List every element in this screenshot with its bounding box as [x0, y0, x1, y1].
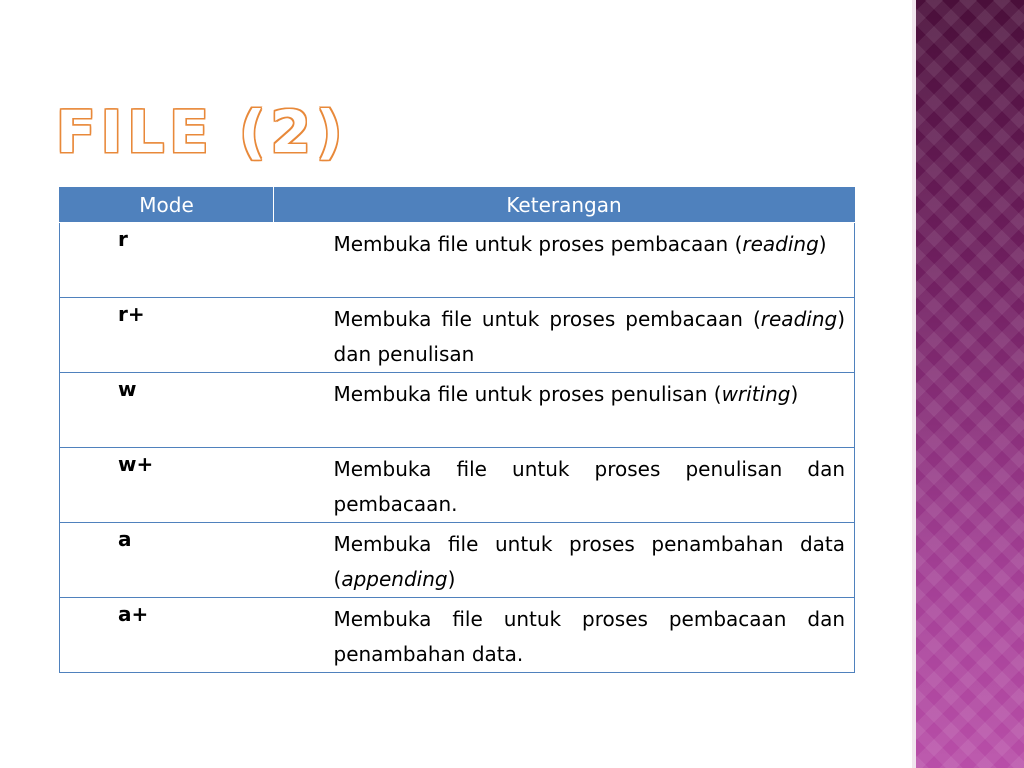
- description-text: Membuka file untuk proses penulisan dan pembacaan.: [333, 457, 845, 516]
- mode-cell: r: [60, 223, 274, 298]
- description-cell: [274, 598, 855, 673]
- description-cell: [274, 448, 855, 523]
- mode-cell: a: [60, 523, 274, 598]
- file-mode-table: [59, 187, 855, 673]
- slide-title: FILE (2): [56, 98, 348, 166]
- description-text: Membuka file untuk proses pembacaan dan penambahan data.: [333, 607, 845, 666]
- mode-cell: a+: [60, 598, 274, 673]
- description-text: ): [447, 567, 456, 591]
- table-header-row: [60, 188, 855, 223]
- description-italic-term: writing: [721, 382, 791, 406]
- description-cell: [274, 523, 855, 598]
- description-text: Membuka file untuk proses pembacaan (: [333, 232, 743, 256]
- description-text: Membuka file untuk proses penulisan (: [333, 382, 722, 406]
- description-cell: [274, 223, 855, 298]
- description-italic-term: appending: [341, 567, 448, 591]
- description-text: ): [818, 232, 827, 256]
- description-text: Membuka file untuk proses penambahan data (: [333, 532, 845, 591]
- mode-cell: r+: [60, 298, 274, 373]
- table-row: [60, 223, 855, 298]
- description-cell: [274, 298, 855, 373]
- mode-cell: w+: [60, 448, 274, 523]
- description-text: Membuka file untuk proses pembacaan (: [333, 307, 761, 331]
- header-keterangan: Keterangan: [274, 188, 855, 223]
- description-cell: [274, 373, 855, 448]
- decorative-side-band: [912, 0, 1024, 768]
- table-row: [60, 373, 855, 448]
- table-row: [60, 298, 855, 373]
- table-row: [60, 598, 855, 673]
- table-row: [60, 448, 855, 523]
- description-italic-term: reading: [742, 232, 819, 256]
- header-mode: Mode: [60, 188, 274, 223]
- table-row: [60, 523, 855, 598]
- description-italic-term: reading: [760, 307, 838, 331]
- description-text: ): [790, 382, 799, 406]
- mode-cell: w: [60, 373, 274, 448]
- description-text: ) dan penulisan: [333, 307, 845, 366]
